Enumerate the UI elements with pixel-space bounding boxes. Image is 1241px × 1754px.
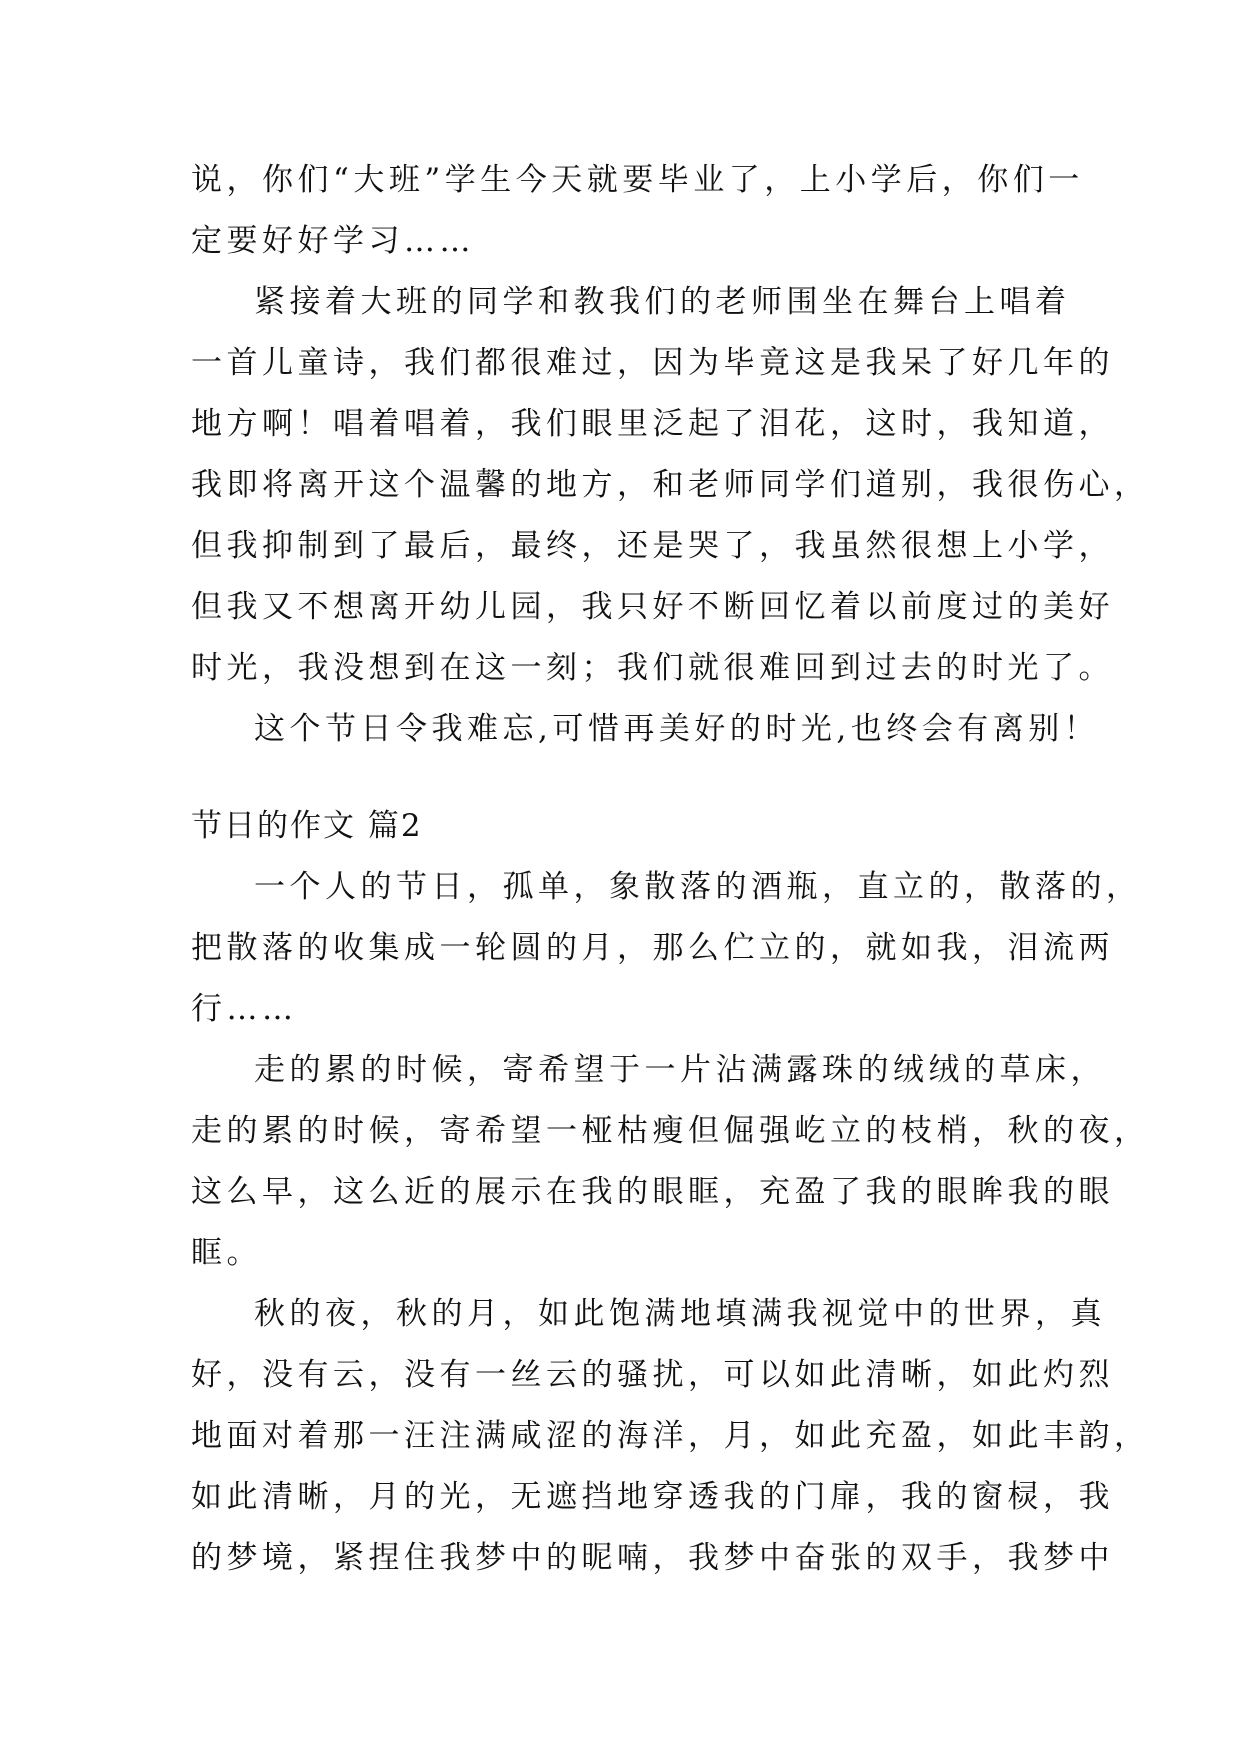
text-line: 如此清晰，月的光，无遮挡地穿透我的门扉，我的窗棂，我 <box>191 1479 1114 1515</box>
paragraph-line: 走的累的时候，寄希望于一片沾满露珠的绒绒的草床， <box>254 1052 1106 1088</box>
text-line: 我即将离开这个温馨的地方，和老师同学们道别，我很伤心， <box>191 467 1150 503</box>
text-line: 眶。 <box>191 1235 262 1271</box>
paragraph-line: 秋的夜，秋的月，如此饱满地填满我视觉中的世界，真 <box>254 1296 1106 1332</box>
text-line: 但我又不想离开幼儿园，我只好不断回忆着以前度过的美好 <box>191 589 1114 625</box>
paragraph-line: 一个人的节日，孤单，象散落的酒瓶，直立的，散落的， <box>254 869 1142 905</box>
text-line: 好，没有云，没有一丝云的骚扰，可以如此清晰，如此灼烈 <box>191 1357 1114 1393</box>
text-line: 地面对着那一汪注满咸涩的海洋，月，如此充盈，如此丰韵， <box>191 1418 1150 1454</box>
text-line: 行…… <box>191 991 298 1027</box>
text-line: 这么早，这么近的展示在我的眼眶，充盈了我的眼眸我的眼 <box>191 1174 1114 1210</box>
text-line: 地方啊！唱着唱着，我们眼里泛起了泪花，这时，我知道， <box>191 406 1114 442</box>
section-heading: 节日的作文 篇2 <box>191 808 423 844</box>
text-line: 把散落的收集成一轮圆的月，那么伫立的，就如我，泪流两 <box>191 930 1114 966</box>
text-line: 时光，我没想到在这一刻；我们就很难回到过去的时光了。 <box>191 650 1114 686</box>
paragraph-line: 紧接着大班的同学和教我们的老师围坐在舞台上唱着 <box>254 284 1071 320</box>
text-line: 说，你们“大班”学生今天就要毕业了，上小学后，你们一 <box>191 162 1084 198</box>
text-line: 一首儿童诗，我们都很难过，因为毕竟这是我呆了好几年的 <box>191 345 1114 381</box>
text-line: 定要好好学习…… <box>191 223 475 259</box>
text-line: 的梦境，紧捏住我梦中的昵喃，我梦中奋张的双手，我梦中 <box>191 1540 1114 1576</box>
text-line: 但我抑制到了最后，最终，还是哭了，我虽然很想上小学， <box>191 528 1114 564</box>
paragraph-line: 这个节日令我难忘,可惜再美好的时光,也终会有离别！ <box>254 711 1100 747</box>
text-line: 走的累的时候，寄希望一桠枯瘦但倔强屹立的枝梢，秋的夜， <box>191 1113 1150 1149</box>
